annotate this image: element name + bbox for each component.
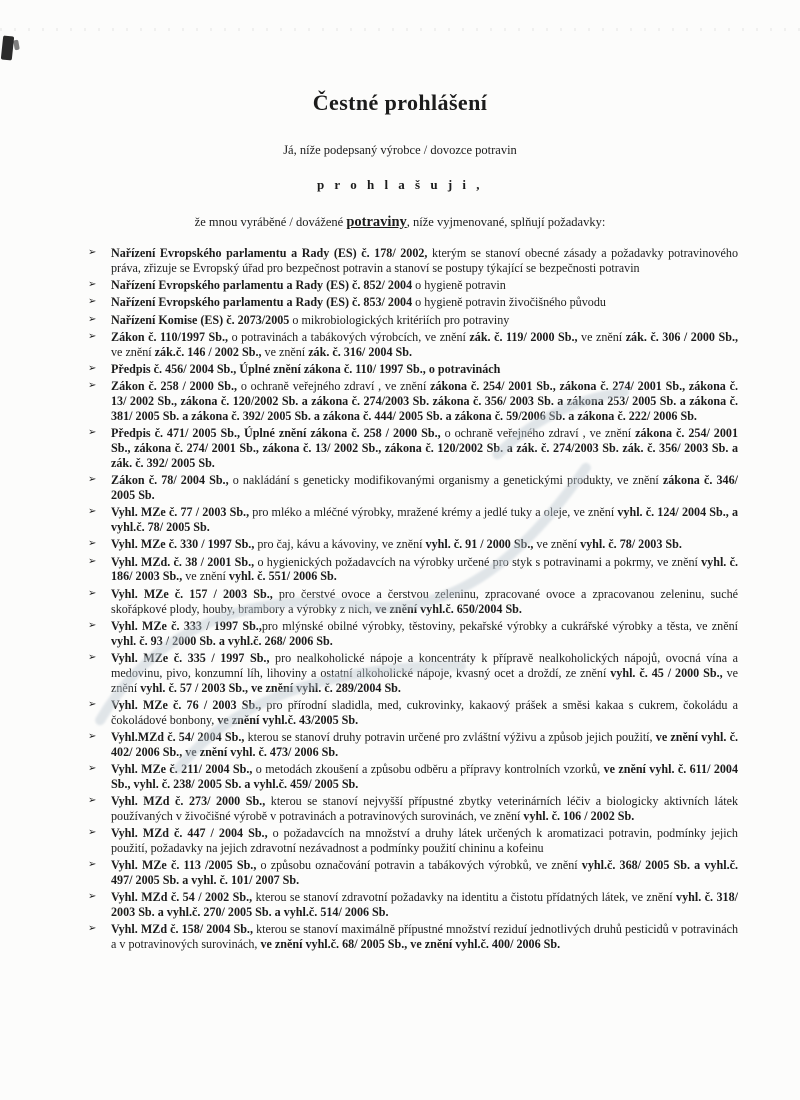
list-item-text: Vyhl. MZd č. 54 / 2002 Sb., kterou se stanoví zdravotní požadavky na identitu a čistotu přídatných látek, ve znění vyhl. č. 318/ 2003 Sb. a vyhl.č. 270/ 2005 Sb. a vyhl.č. 514/ 2006 Sb. [111, 890, 738, 920]
arrow-bullet-icon: ➢ [88, 827, 97, 839]
list-item-text: Vyhl. MZe č. 157 / 2003 Sb., pro čerstvé ovoce a čerstvou zeleninu, zpracované ovoce a zpracovanou zeleninu, suché skořápkové plody, houby, brambory a výrobky z nich, ve znění vyhl.č. 650/2004 Sb. [111, 586, 738, 616]
arrow-bullet-icon: ➢ [88, 651, 97, 663]
list-item [88, 313, 738, 328]
list-item [88, 651, 738, 695]
list-item [88, 698, 738, 728]
list-item-text: Vyhl. MZd č. 273/ 2000 Sb., kterou se stanoví nejvyšší přípustné zbytky veterinárních léčiv a biologicky aktivních látek používaných v živočišné výrobě v potravinách a potravinových surovinách, ve znění vyhl. č. 106 / 2002 Sb. [111, 794, 738, 823]
arrow-bullet-icon: ➢ [88, 380, 97, 392]
arrow-bullet-icon: ➢ [88, 538, 97, 550]
list-item [88, 295, 738, 310]
list-item [88, 619, 738, 649]
requirements-line [0, 214, 800, 231]
requirements-post: , níže vyjmenované, splňují požadavky: [406, 215, 606, 229]
list-item-text: Vyhl. MZe č. 211/ 2004 Sb., o metodách zkoušení a způsobu odběru a přípravy kontrolních vzorků, ve znění vyhl. č. 611/ 2004 Sb., vyhl. č. 238/ 2005 Sb. a vyhl.č. 459/ 2005 Sb. [111, 762, 739, 791]
list-item [88, 505, 738, 535]
requirements-pre: že mnou vyráběné / dovážené [194, 215, 347, 229]
list-item [88, 278, 738, 293]
scan-edge-artifact [0, 28, 800, 31]
arrow-bullet-icon: ➢ [88, 891, 97, 903]
list-item-text: Zákon č. 110/1997 Sb., o potravinách a tabákových výrobcích, ve znění zák. č. 119/ 2000 Sb., ve znění zák. č. 306 / 2000 Sb., ve znění zák.č. 146 / 2002 Sb., ve znění zák. č. 316/ 2004 Sb. [111, 329, 738, 359]
list-item [88, 922, 738, 952]
arrow-bullet-icon: ➢ [88, 555, 97, 567]
arrow-bullet-icon: ➢ [88, 795, 97, 807]
arrow-bullet-icon: ➢ [88, 859, 97, 871]
requirements-highlight: potraviny [346, 214, 407, 230]
list-item-text: Nařízení Komise (ES) č. 2073/2005 o mikrobiologických kritériích pro potraviny [111, 312, 510, 327]
regulation-list [88, 246, 738, 952]
list-item [88, 587, 738, 617]
arrow-bullet-icon: ➢ [88, 313, 97, 325]
list-item-text: Vyhl. MZe č. 333 / 1997 Sb.,pro mlýnské obilné výrobky, těstoviny, pekařské výrobky a cukrářské výrobky a těsta, ve znění vyhl. č. 93 / 2000 Sb. a vyhl.č. 268/ 2006 Sb. [111, 618, 738, 648]
arrow-bullet-icon: ➢ [88, 763, 97, 774]
arrow-bullet-icon: ➢ [88, 247, 97, 258]
list-item-text: Vyhl. MZe č. 77 / 2003 Sb., pro mléko a mléčné výrobky, mražené krémy a jedlé tuky a oleje, ve znění vyhl. č. 124/ 2004 Sb., a vyhl.č. 78/ 2005 Sb. [111, 505, 738, 535]
arrow-bullet-icon: ➢ [88, 923, 97, 935]
arrow-bullet-icon: ➢ [88, 330, 97, 342]
list-item [88, 858, 738, 888]
list-item [88, 473, 738, 503]
list-item-text: Vyhl. MZd č. 158/ 2004 Sb., kterou se stanoví maximálně přípustné množství reziduí jednotlivých druhů pesticidů v potravinách a v potravinových surovinách, ve znění vyhl.č. 68/ 2005 Sb., ve znění vyhl.č. 400/ 2006 Sb. [111, 922, 739, 952]
arrow-bullet-icon: ➢ [88, 619, 97, 631]
list-item [88, 890, 738, 920]
list-item [88, 330, 738, 360]
list-item-text: Předpis č. 456/ 2004 Sb., Úplné znění zákona č. 110/ 1997 Sb., o potravinách [111, 362, 501, 377]
arrow-bullet-icon: ➢ [88, 506, 97, 518]
arrow-bullet-icon: ➢ [88, 427, 97, 439]
list-item-text: Nařízení Evropského parlamentu a Rady (ES) č. 852/ 2004 o hygieně potravin [111, 278, 506, 293]
list-item-text: Vyhl. MZe č. 335 / 1997 Sb., pro nealkoholické nápoje a koncentráty k přípravě nealkoholických nápojů, ovocná vína a medovinu, pivo, konzumní líh, lihoviny a ostatní alkoholické nápoje, kvasný ocet a droždí, ze znění vyhl. č. 45 / 2000 Sb., ve znění vyhl. č. 57 / 2003 Sb., ve znění vyhl. č. 289/2004 Sb. [111, 650, 738, 695]
list-item [88, 794, 738, 824]
list-item [88, 762, 738, 792]
document-title: Čestné prohlášení [312, 90, 488, 115]
list-item-text: Vyhl. MZe č. 76 / 2003 Sb., pro přírodní sladidla, med, cukrovinky, kakaový prášek a směsi kakaa s cukrem, čokoládu a čokoládové bonbony, ve znění vyhl.č. 43/2005 Sb. [111, 697, 738, 727]
declaration-line: p r o h l a š u j i , [316, 177, 484, 192]
arrow-bullet-icon: ➢ [88, 363, 97, 375]
list-item-text: Nařízení Evropského parlamentu a Rady (ES) č. 853/ 2004 o hygieně potravin živočišného původu [111, 295, 606, 310]
arrow-bullet-icon: ➢ [88, 279, 97, 291]
list-item [88, 826, 738, 856]
list-item [88, 426, 738, 470]
list-item-text: Vyhl. MZd. č. 38 / 2001 Sb., o hygienických požadavcích na výrobky určené pro styk s potravinami a pokrmy, ve znění vyhl. č. 186/ 2003 Sb., ve znění vyhl. č. 551/ 2006 Sb. [111, 554, 738, 584]
list-item-text: Nařízení Evropského parlamentu a Rady (ES) č. 178/ 2002, kterým se stanoví obecné zásady a požadavky potravinového práva, zřizuje se Evropský úřad pro bezpečnost potravin a stanoví se postupy týkající se bezpečnosti potravin [111, 246, 738, 275]
arrow-bullet-icon: ➢ [88, 474, 97, 486]
list-item-text: Vyhl.MZd č. 54/ 2004 Sb., kterou se stanoví druhy potravin určené pro zvláštní výživu a způsob jejich použití, ve znění vyhl. č. 402/ 2006 Sb., ve znění vyhl. č. 473/ 2006 Sb. [111, 729, 738, 759]
list-item-text: Vyhl. MZd č. 447 / 2004 Sb., o požadavcích na množství a druhy látek určených k aromatizaci potravin, podmínky jejich použití, požadavky na jejich zdravotní nezávadnost a podmínky použití chininu a kofeinu [111, 826, 738, 855]
arrow-bullet-icon: ➢ [88, 296, 97, 308]
list-item [88, 379, 738, 423]
list-item-text: Zákon č. 78/ 2004 Sb., o nakládání s geneticky modifikovanými organismy a genetickými produkty, ve znění zákona č. 346/ 2005 Sb. [111, 473, 738, 502]
list-item-text: Zákon č. 258 / 2000 Sb., o ochraně veřejného zdraví , ve znění zákona č. 254/ 2001 Sb., zákona č. 274/ 2001 Sb., zákona č. 13/ 2002 Sb., zákona č. 120/2002 Sb. a zákona č. 274/2003 Sb. zákona č. 356/ 2003 Sb. a zákona 253/ 2005 Sb. a zákona č. 381/ 2005 Sb. a zákona č. 392/ 2005 Sb. a zákona č. 444/ 2005 Sb. a zákona č. 59/2006 Sb. a zákona č. 222/ 2006 Sb. [111, 379, 739, 423]
intro-line: Já, níže podepsaný výrobce / dovozce potravin [283, 143, 517, 157]
list-item-text: Předpis č. 471/ 2005 Sb., Úplné znění zákona č. 258 / 2000 Sb., o ochraně veřejného zdraví , ve znění zákona č. 254/ 2001 Sb., zákona č. 274/ 2001 Sb., zákona č. 13/ 2002 Sb., zákona č. 120/2002 Sb. a zák. č. 274/2003 Sb. zák. č. 356/ 2003 Sb. a zák. č. 392/ 2005 Sb. [111, 426, 738, 470]
arrow-bullet-icon: ➢ [88, 587, 97, 599]
list-item [88, 730, 738, 760]
list-item-text: Vyhl. MZe č. 113 /2005 Sb., o způsobu označování potravin a tabákových výrobků, ve znění vyhl.č. 368/ 2005 Sb. a vyhl.č. 497/ 2005 Sb. a vyhl. č. 101/ 2007 Sb. [111, 858, 738, 888]
list-item [88, 246, 738, 276]
list-item [88, 362, 738, 377]
arrow-bullet-icon: ➢ [88, 730, 97, 742]
list-item [88, 537, 738, 552]
arrow-bullet-icon: ➢ [88, 698, 97, 710]
list-item-text: Vyhl. MZe č. 330 / 1997 Sb., pro čaj, kávu a kávoviny, ve znění vyhl. č. 91 / 2000 Sb., ve znění vyhl. č. 78/ 2003 Sb. [111, 537, 682, 552]
list-item [88, 555, 738, 585]
